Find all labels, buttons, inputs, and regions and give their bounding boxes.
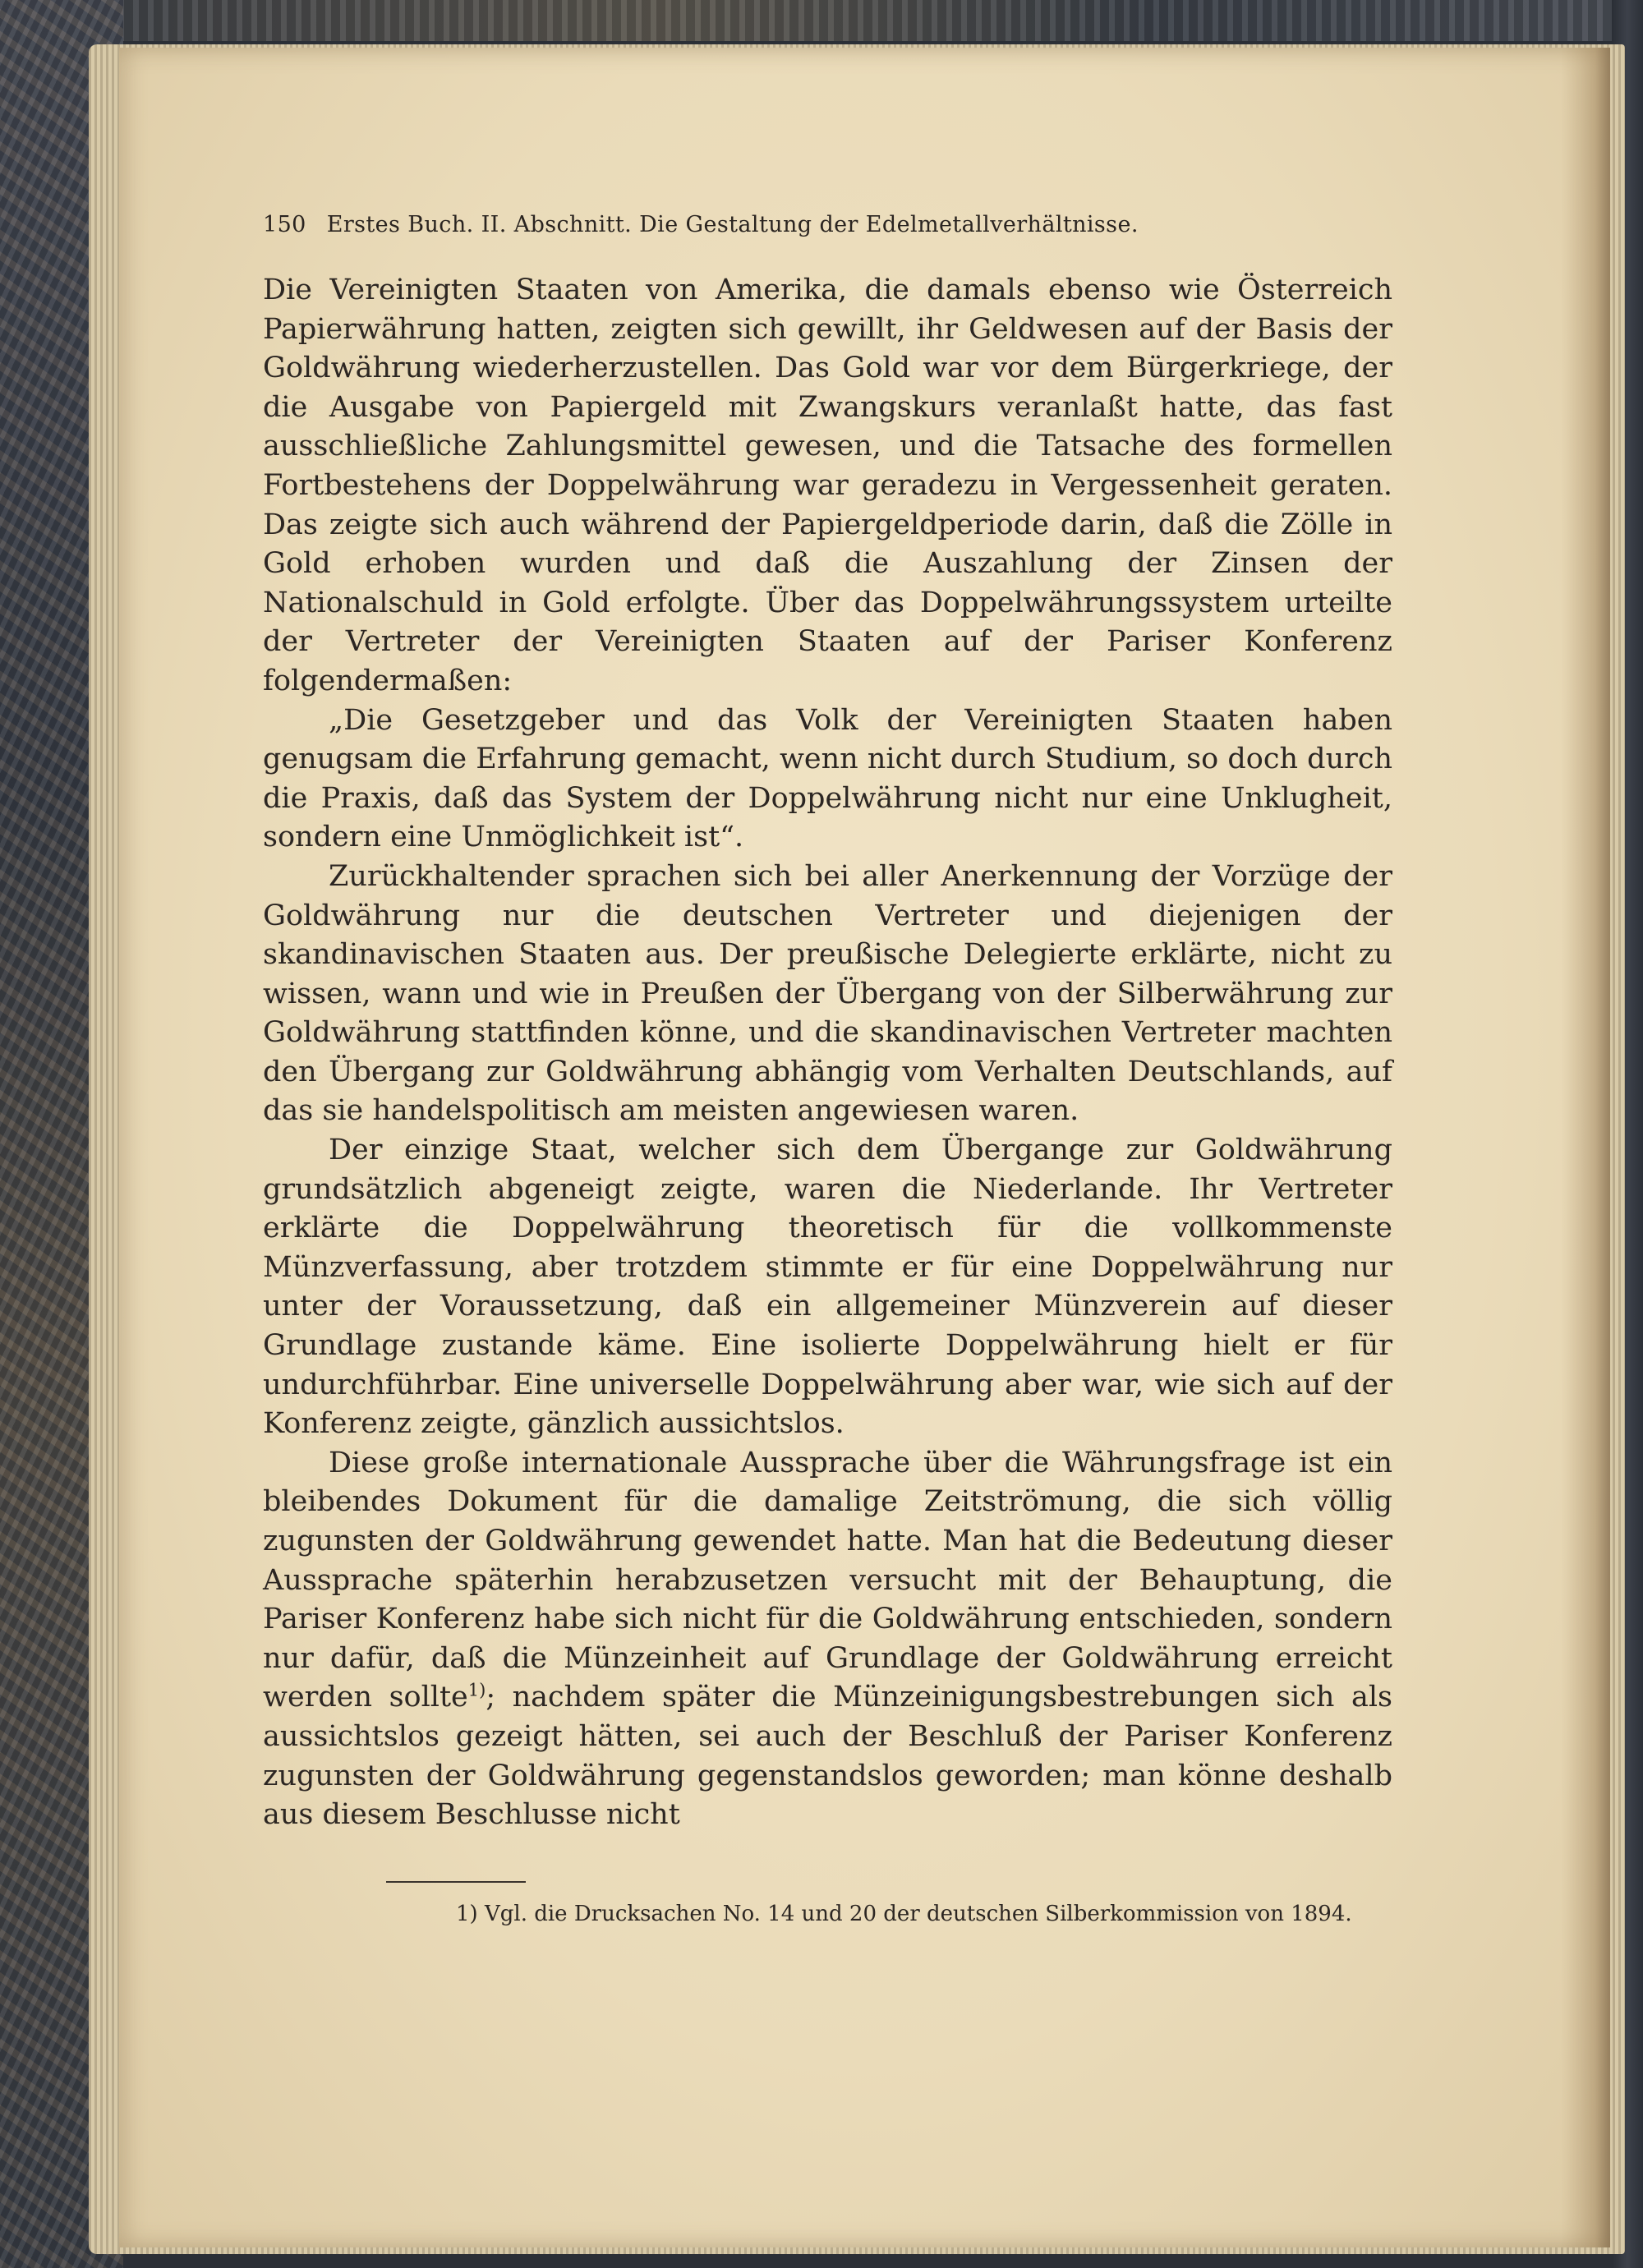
page-gutter-shadow [1561,48,1610,2247]
paragraph-3: Zurückhaltender sprachen sich bei aller Anerkennung der Vorzüge der Goldwährung nur die deutschen Vertreter und diejenigen der skandinavischen Staaten aus. Der preußische Delegierte erklärte, nicht zu wissen, wann und wie in Preußen der Übergang von der Silberwährung zur Goldwährung stattfinden könne, und die skandinavischen Vertreter machten den Übergang zur Goldwährung abhängig vom Verhalten Deutschlands, auf das sie handelspolitisch am meisten angewiesen waren. [263,859,1392,1128]
footnote [456,1902,1401,1926]
paragraph-5-text-a: Diese große internationale Aussprache über die Währungsfrage ist ein bleibendes Dokument für die damalige Zeitströmung, die sich völlig zugunsten der Goldwährung gewendet hatte. Man hat die Bedeutung dieser Aussprache späterhin herabzusetzen versucht mit der Behauptung, die Pariser Konferenz habe sich nicht für die Goldwährung entschieden, sondern nur dafür, daß die Münzeinheit auf Grundlage der Goldwährung erreicht werden sollte [263,1446,1392,1714]
footnote-text: Vgl. die Drucksachen No. 14 und 20 der deutschen Silberkommission von 1894. [484,1902,1352,1926]
book-cover-top [0,0,1643,41]
paragraph-2-quote: „Die Gesetzgeber und das Volk der Vereinigten Staaten haben genugsam die Erfahrung gemacht, wenn nicht durch Studium, so doch durch die Praxis, daß das System der Doppelwährung nicht nur eine Unklugheit, sondern eine Unmöglichkeit ist“. [263,703,1392,854]
footnote-marker: 1) [456,1902,478,1926]
running-head [263,212,1331,237]
paragraph-5-text-b: ; nachdem später die Münzeinigungsbestrebungen sich als aussichtslos gezeigt hätten, sei auch der Beschluß der Pariser Konferenz zugunsten der Goldwährung gegenstandslos geworden; man könne deshalb aus diesem Beschlusse nicht [263,1681,1393,1832]
footnote-reference: 1) [467,1680,486,1700]
page-number: 150 [263,212,306,237]
paragraph-1: Die Vereinigten Staaten von Amerika, die damals ebenso wie Österreich Papierwährung hatten, zeigten sich gewillt, ihr Geldwesen auf der Basis der Goldwährung wiederherzustellen. Das Gold war vor dem Bürgerkriege, der die Ausgabe von Papiergeld mit Zwangskurs veranlaßt hatte, das fast ausschließliche Zahlungsmittel gewesen, und die Tatsache des formellen Fortbestehens der Doppelwährung war geradezu in Vergessenheit geraten. Das zeigte sich auch während der Papiergeldperiode darin, daß die Zölle in Gold erhoben wurden und daß die Auszahlung der Zinsen der Nationalschuld in Gold erfolgte. Über das Doppelwährungssystem urteilte der Vertreter der Vereinigten Staaten auf der Pariser Konferenz folgendermaßen: [263,274,1392,697]
paragraph-5 [263,1444,1392,1835]
running-head-title: Erstes Buch. II. Abschnitt. Die Gestaltung der Edelmetallverhältnisse. [326,212,1139,237]
paragraph-4: Der einzige Staat, welcher sich dem Übergange zur Goldwährung grundsätzlich abgeneigt zeigte, waren die Niederlande. Ihr Vertreter erklärte die Doppelwährung theoretisch für die vollkommenste Münzverfassung, aber trotzdem stimmte er für eine Doppelwährung nur unter der Voraussetzung, daß ein allgemeiner Münzverein auf dieser Grundlage zustande käme. Eine isolierte Doppelwährung hielt er für undurchführbar. Eine universelle Doppelwährung aber war, wie sich auf der Konferenz zeigte, gänzlich aussichtslos. [263,1134,1392,1441]
body-text [263,271,1392,1835]
footnote-rule [386,1881,526,1883]
